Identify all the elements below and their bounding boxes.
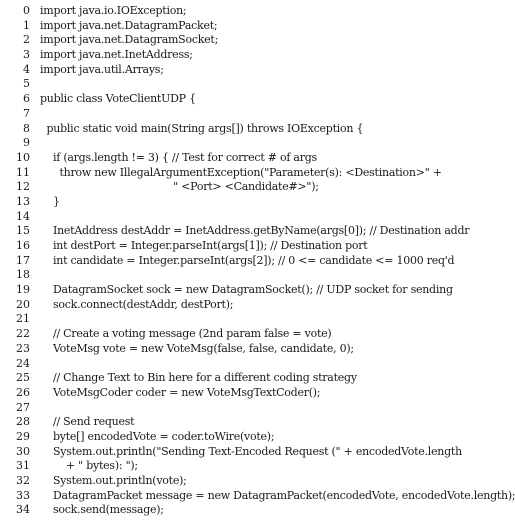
line-number: 31 xyxy=(16,459,30,473)
code-text: " <Port> <Candidate#>"); xyxy=(40,180,319,194)
line-number: 3 xyxy=(23,48,30,62)
code-line xyxy=(0,415,515,430)
code-line xyxy=(0,371,515,386)
code-text: System.out.println("Sending Text-Encoded Request (" + encodedVote.length xyxy=(40,444,462,458)
code-text: // Change Text to Bin here for a different coding strategy xyxy=(40,371,357,385)
code-text: public static void main(String args[]) throws IOException { xyxy=(40,121,364,135)
code-text: } xyxy=(40,194,60,208)
code-text: import java.io.IOException; xyxy=(40,4,187,17)
line-number: 7 xyxy=(23,106,30,120)
line-number: 19 xyxy=(16,283,30,297)
line-number: 24 xyxy=(16,356,30,370)
code-text: DatagramSocket sock = new DatagramSocket(); // UDP socket for sending xyxy=(40,283,453,297)
line-number: 28 xyxy=(16,415,30,429)
line-number: 15 xyxy=(16,224,30,238)
code-line xyxy=(0,107,515,122)
line-number: 13 xyxy=(16,194,30,208)
code-line xyxy=(0,239,515,254)
code-line xyxy=(0,386,515,401)
code-line xyxy=(0,283,515,298)
code-line xyxy=(0,401,515,416)
line-number: 0 xyxy=(23,4,30,17)
code-line xyxy=(0,77,515,92)
code-text: import java.net.InetAddress; xyxy=(40,48,193,62)
line-number: 16 xyxy=(16,239,30,252)
line-number: 17 xyxy=(16,253,30,267)
code-line xyxy=(0,430,515,445)
code-line xyxy=(0,151,515,166)
line-number: 12 xyxy=(16,180,30,194)
code-line xyxy=(0,224,515,239)
code-line xyxy=(0,92,515,107)
line-number: 1 xyxy=(23,18,30,32)
line-number: 11 xyxy=(16,165,30,179)
code-text: public class VoteClientUDP { xyxy=(40,92,196,106)
line-number: 32 xyxy=(16,474,30,487)
line-number: 6 xyxy=(23,92,30,106)
line-number: 27 xyxy=(16,400,30,414)
code-text: DatagramPacket message = new DatagramPacket(encodedVote, encodedVote.length); xyxy=(40,488,515,502)
code-text: sock.connect(destAddr, destPort); xyxy=(40,297,234,311)
line-number: 4 xyxy=(23,62,30,76)
line-number: 5 xyxy=(23,77,30,91)
code-line xyxy=(0,195,515,210)
code-text: // Send request xyxy=(40,415,135,429)
code-line xyxy=(0,180,515,195)
code-text: if (args.length != 3) { // Test for correct # of args xyxy=(40,150,317,164)
code-line xyxy=(0,63,515,78)
code-line xyxy=(0,254,515,269)
code-line xyxy=(0,459,515,474)
code-listing xyxy=(0,4,515,521)
code-line xyxy=(0,474,515,489)
code-text: System.out.println(vote); xyxy=(40,474,187,487)
code-line xyxy=(0,19,515,34)
line-number: 30 xyxy=(16,444,30,458)
line-number: 21 xyxy=(16,312,30,326)
code-text: import java.util.Arrays; xyxy=(40,62,164,76)
line-number: 23 xyxy=(16,341,30,355)
line-number: 9 xyxy=(23,136,30,150)
code-text: VoteMsg vote = new VoteMsg(false, false, candidate, 0); xyxy=(40,341,354,355)
code-text: int destPort = Integer.parseInt(args[1]); // Destination port xyxy=(40,239,368,252)
code-line xyxy=(0,489,515,504)
code-line xyxy=(0,122,515,137)
code-text: import java.net.DatagramSocket; xyxy=(40,33,219,47)
code-line xyxy=(0,48,515,63)
line-number: 29 xyxy=(16,429,30,443)
code-line xyxy=(0,327,515,342)
code-text: byte[] encodedVote = coder.toWire(vote); xyxy=(40,429,275,443)
code-text: sock.send(message); xyxy=(40,503,164,517)
line-number: 26 xyxy=(16,385,30,399)
code-line xyxy=(0,298,515,313)
code-text: import java.net.DatagramPacket; xyxy=(40,18,218,32)
line-number: 14 xyxy=(16,209,30,223)
line-number: 25 xyxy=(16,371,30,385)
line-number: 18 xyxy=(16,268,30,282)
code-text: throw new IllegalArgumentException("Parameter(s): <Destination>" + xyxy=(40,165,442,179)
code-line xyxy=(0,4,515,19)
line-number: 33 xyxy=(16,488,30,502)
code-text: + " bytes): "); xyxy=(40,459,138,473)
code-text: InetAddress destAddr = InetAddress.getByName(args[0]); // Destination addr xyxy=(40,224,470,238)
code-text: VoteMsgCoder coder = new VoteMsgTextCoder(); xyxy=(40,385,321,399)
code-line xyxy=(0,312,515,327)
line-number: 10 xyxy=(16,150,30,164)
code-line xyxy=(0,357,515,372)
code-text: int candidate = Integer.parseInt(args[2]); // 0 <= candidate <= 1000 req'd xyxy=(40,253,455,267)
code-line xyxy=(0,136,515,151)
code-line xyxy=(0,342,515,357)
code-text: // Create a voting message (2nd param false = vote) xyxy=(40,327,332,341)
line-number: 8 xyxy=(23,121,30,135)
code-line xyxy=(0,166,515,181)
code-line xyxy=(0,210,515,225)
code-line xyxy=(0,268,515,283)
line-number: 34 xyxy=(16,503,30,517)
code-line xyxy=(0,33,515,48)
code-line xyxy=(0,445,515,460)
line-number: 22 xyxy=(16,327,30,341)
line-number: 2 xyxy=(23,33,30,47)
code-line xyxy=(0,503,515,518)
line-number: 20 xyxy=(16,297,30,311)
